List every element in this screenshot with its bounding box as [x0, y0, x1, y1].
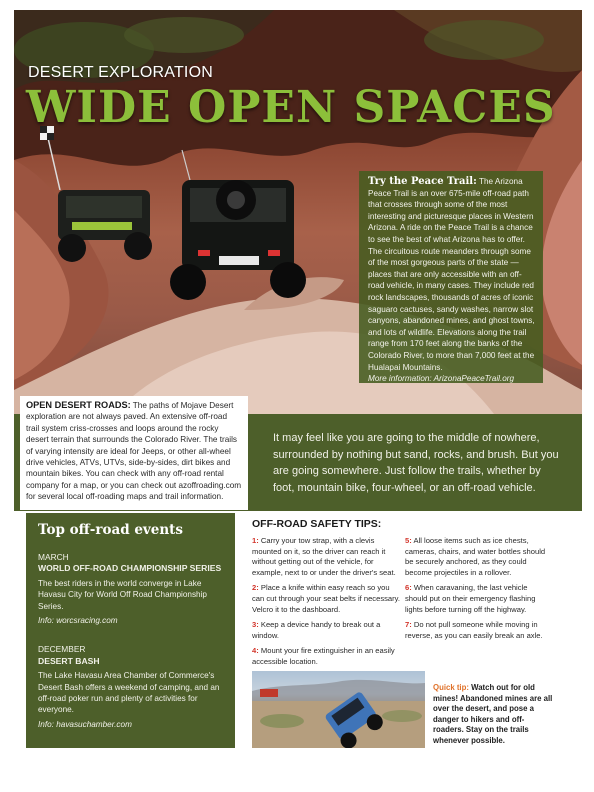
safety-tip — [405, 620, 550, 641]
events-panel — [26, 513, 235, 748]
safety-tips-title: OFF-ROAD SAFETY TIPS: — [252, 518, 382, 530]
peace-trail-lead: Try the Peace Trail: — [368, 176, 477, 187]
event-item — [38, 552, 223, 626]
event-month: DECEMBER — [38, 644, 86, 655]
event-item — [38, 644, 223, 730]
quick-tip — [433, 683, 555, 747]
safety-tip — [405, 536, 550, 578]
page-headline: WIDE OPEN SPACES — [26, 82, 556, 133]
band-text: It may feel like you are going to the middle of nowhere, surrounded by nothing but sand, rocks, and brush. But you are going somewhere. Just follow the trails, whether by foot, mountain bike, four-wheel, or an off-road vehicle. — [273, 432, 559, 494]
quick-tip-body: Watch out for old mines! Abandoned mines are all over the desert, and pose a danger to hikers and off-roaders. Stay on the trails whenever possible. — [433, 683, 553, 745]
event-description: The Lake Havasu Area Chamber of Commerce's Desert Bash offers a weekend of camping, and an off-road poker run and plenty of activities for everyone. — [38, 671, 220, 715]
event-info: Info: worcsracing.com — [38, 616, 118, 626]
desert-rollover-scene — [252, 671, 425, 748]
roads-body: The paths of Mojave Desert exploration are not always paved. An extensive off-road trail system criss-crosses and loops around the rocky desert terrain that surrounds the Colorado River. The trails of varying intensity are ideal for Jeeps, or other all-wheel drive vehicles, ATVs, UTVs, side-by-sides, dirt bikes and mountain bikes. You can check with any off-road rental company for a map, or you can check out azoffroading.com for several local off-roading maps and trail information. — [26, 401, 242, 502]
peace-trail-sidebar — [359, 171, 543, 383]
safety-tips-column-left — [252, 536, 400, 673]
event-description: The best riders in the world converge in Lake Havasu City for World Off Road Championship Series. — [38, 578, 207, 611]
tip-text: Mount your fire extinguisher in an easily accessible location. — [252, 646, 395, 666]
peace-trail-body: The Arizona Peace Trail is an over 675-mile off-road path that crosses through some of the most interesting and picturesque places in Western Arizona. A ride on the Peace Trail is a chance to see the best of what Arizona has to offer. The circuitous route meanders through some of the most gorgeous parts of the state — places that are only accessible with an off-road vehicle, in many cases. They include red rock landscapes, thousands of acres of iconic saguaro cactuses, sandy washes, narrow slot canyons, abandoned mines, and ghost towns, and lots of wildlife. Elevations along the trail range from 170 feet along the banks of the Colorado River, to more than 7,000 feet at the Hualapai Mountains. — [368, 177, 535, 372]
roads-lead: OPEN DESERT ROADS: — [26, 400, 131, 410]
quick-tip-lead: Quick tip: — [433, 683, 469, 692]
open-desert-roads-box — [20, 396, 248, 510]
tip-text: Carry your tow strap, with a clevis mounted on it, so the driver can reach it without getting out of the vehicle, for example, next to or under the driver's seat. — [252, 536, 396, 577]
safety-tips-column-right — [405, 536, 550, 646]
safety-tip — [252, 536, 400, 578]
safety-tip — [252, 646, 400, 667]
tip-number: 4: — [252, 646, 259, 656]
tip-number: 2: — [252, 583, 259, 593]
hero-photo — [14, 10, 582, 414]
tip-number: 7: — [405, 620, 412, 630]
event-info: Info: havasuchamber.com — [38, 719, 132, 729]
peace-trail-info: More information: ArizonaPeaceTrail.org — [368, 374, 515, 384]
tip-text: When caravaning, the last vehicle should put on their emergency flashing lights before turning off the highway. — [405, 583, 536, 614]
event-month: MARCH — [38, 552, 69, 562]
tip-text: Do not pull someone while moving in reverse, as you can easily break an axle. — [405, 620, 543, 640]
tip-number: 6: — [405, 583, 412, 593]
utv-vehicle-right — [170, 150, 306, 300]
event-name: DESERT BASH — [38, 655, 100, 666]
safety-tip — [252, 583, 400, 615]
safety-tip — [252, 620, 400, 641]
tip-text: All loose items such as ice chests, cameras, chairs, and water bottles should be securely anchored, as they could become projectiles in a rollover. — [405, 536, 546, 577]
section-label: DESERT EXPLORATION — [28, 64, 213, 81]
tip-number: 1: — [252, 536, 259, 545]
tip-number: 5: — [405, 536, 412, 545]
overturned-vehicle-photo — [252, 671, 425, 748]
event-name: WORLD OFF-ROAD CHAMPIONSHIP SERIES — [38, 563, 222, 574]
tip-text: Keep a device handy to break out a window. — [252, 620, 381, 640]
safety-tip — [405, 583, 550, 615]
events-title: Top off-road events — [38, 522, 184, 538]
tip-text: Place a knife within easy reach so you can cut through your seat belts if necessary. Velcro it to the dashboard. — [252, 583, 401, 614]
tip-number: 3: — [252, 620, 259, 630]
